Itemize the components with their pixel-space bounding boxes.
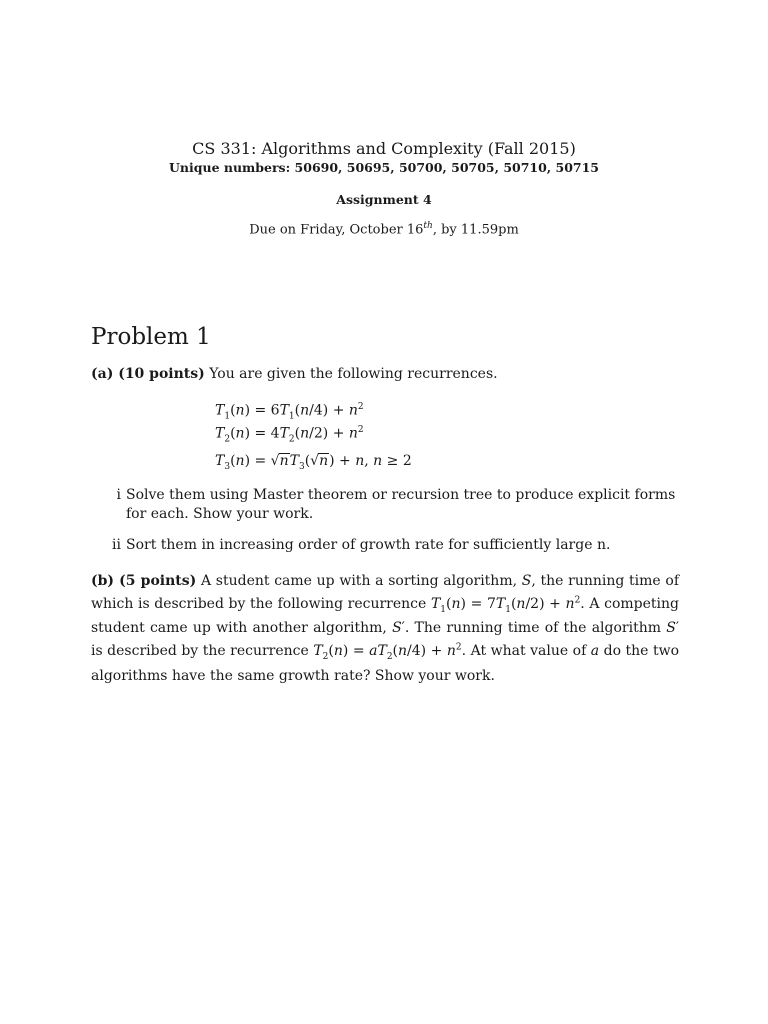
- equation-t3: $T_3(n) = √nT_3(√n) + n$, n ≥ 2: [215, 453, 412, 472]
- due-sup: th: [423, 221, 433, 231]
- item-text: Sort them in increasing order of growth rate for sufficiently large n.: [126, 537, 611, 553]
- part-a-intro: You are given the following recurrences.: [209, 366, 498, 382]
- due-suffix: , by 11.59pm: [432, 222, 519, 238]
- part-a-label: (a) (10 points): [91, 366, 205, 382]
- part-a: [91, 365, 679, 384]
- due-date: [0, 218, 768, 238]
- problem-heading: Problem 1: [91, 324, 211, 350]
- item-text: Solve them using Master theorem or recursion tree to produce explicit forms for each. Show your work.: [126, 487, 676, 522]
- part-b: [91, 572, 679, 686]
- item-number: i: [116, 487, 121, 503]
- equation-t1: $T_1(n) = 6T_1(n/4) + n^2$: [215, 402, 364, 422]
- part-b-text: A student came up with a sorting algorithm, S, the running time of which is described by the following recurrence $T_1(n) = 7T_1(n/2) + n^2$. A competing student came up with another algorithm, S′. The running time of the algorithm S′ is described by the recurrence $T_2(n) = aT_2(n/4) + n^2$. At what value of a do the two algorithms have the same growth rate? Show your work.: [91, 573, 680, 684]
- assignment-title: Assignment 4: [336, 192, 432, 207]
- due-prefix: Due on Friday, October 16: [249, 222, 424, 238]
- equation-t2: $T_2(n) = 4T_2(n/2) + n^2$: [215, 425, 364, 445]
- unique-numbers: Unique numbers: 50690, 50695, 50700, 50705, 50710, 50715: [169, 160, 599, 175]
- course-title: CS 331: Algorithms and Complexity (Fall 2015): [192, 139, 576, 158]
- item-number: ii: [112, 537, 121, 553]
- part-b-label: (b) (5 points): [91, 573, 197, 589]
